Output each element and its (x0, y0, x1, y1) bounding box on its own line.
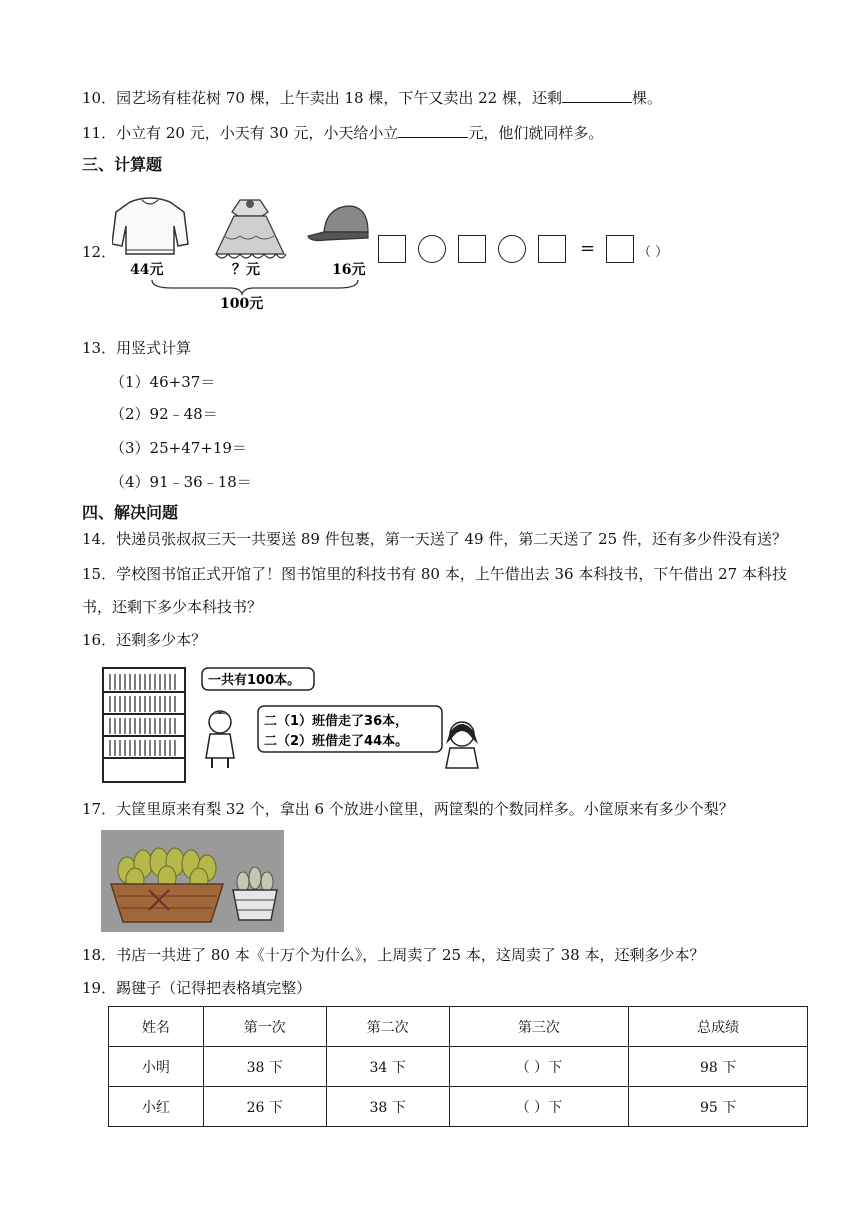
section-heading-calculation: 三、计算题 (82, 155, 163, 174)
question-17: 17．大筐里原来有梨 32 个，拿出 6 个放进小筐里，两筐梨的个数同样多。小筐原来有多少个梨？ (82, 800, 734, 818)
total-brace (152, 280, 358, 294)
question-18: 18．书店一共进了 80 本《十万个为什么》，上周卖了 25 本，这周卖了 38 本，还剩多少本？ (82, 946, 705, 964)
shuttlecock-score-table (108, 1006, 808, 1127)
price-skirt: ？元 (232, 262, 260, 278)
cell-second: 38 下 (326, 1087, 449, 1127)
price-total: 100元 (220, 296, 264, 312)
speech-bubble-borrowed (258, 706, 442, 752)
header-second: 第二次 (326, 1007, 449, 1047)
girl-figure-icon (446, 722, 478, 768)
answer-box[interactable] (606, 235, 634, 263)
cell-third-blank[interactable]: （ ）下 (449, 1087, 629, 1127)
bookshelf-icon (103, 668, 185, 782)
question-10 (82, 88, 662, 108)
cell-name: 小红 (109, 1087, 204, 1127)
girl-figure-icon (206, 711, 234, 768)
bookshelf-illustration (100, 662, 485, 786)
cell-first: 38 下 (203, 1047, 326, 1087)
table-row (109, 1087, 808, 1127)
speech-bubble-total (202, 668, 314, 690)
skirt-icon (216, 200, 286, 258)
question-14: 14．快递员张叔叔三天一共要送 89 件包裹，第一天送了 49 件，第二天送了 25 件，还有多少件没有送？ (82, 530, 787, 548)
section-heading-problems: 四、解决问题 (82, 503, 179, 522)
cell-first: 26 下 (203, 1087, 326, 1127)
question-text: 小立有 20 元，小天有 30 元，小天给小立 (116, 124, 399, 142)
cap-icon (308, 206, 368, 241)
header-first: 第一次 (203, 1007, 326, 1047)
question-13-title: 13．用竖式计算 (82, 339, 192, 357)
answer-box[interactable] (538, 235, 566, 263)
cell-third-blank[interactable]: （ ）下 (449, 1047, 629, 1087)
answer-box[interactable] (458, 235, 486, 263)
question-text-end: 元，他们就同样多。 (468, 124, 604, 142)
answer-box[interactable] (378, 235, 406, 263)
sweater-icon (112, 198, 188, 254)
question-text-end: 棵。 (631, 89, 662, 107)
pear-baskets-image (101, 830, 284, 932)
table-header-row (109, 1007, 808, 1047)
small-basket-icon (233, 867, 277, 920)
question-15-line2: 书，还剩下多少本科技书？ (82, 598, 263, 616)
unit-paren[interactable]: （ ） (638, 245, 669, 260)
answer-blank[interactable] (562, 88, 632, 103)
header-third: 第三次 (449, 1007, 629, 1047)
calc-item-3: （3）25+47+19＝ (110, 439, 247, 457)
operator-circle[interactable] (498, 235, 526, 263)
calc-item-4: （4）91﹣36﹣18＝ (110, 473, 252, 491)
clothing-prices-illustration (112, 192, 374, 312)
cell-second: 34 下 (326, 1047, 449, 1087)
operator-circle[interactable] (418, 235, 446, 263)
bubble-line-1: 二（1）班借走了36本， (264, 714, 409, 729)
question-16-title: 16．还剩多少本？ (82, 631, 207, 649)
large-basket-icon (111, 848, 223, 922)
cell-total: 98 下 (629, 1047, 808, 1087)
cell-total: 95 下 (629, 1087, 808, 1127)
question-number: 10． (82, 89, 117, 107)
price-cap: 16元 (332, 262, 366, 278)
question-number: 11． (82, 124, 117, 142)
calc-item-2: （2）92﹣48＝ (110, 405, 218, 423)
question-text: 园艺场有桂花树 70 棵，上午卖出 18 棵，下午又卖出 22 棵，还剩 (116, 89, 562, 107)
question-15-line1: 15．学校图书馆正式开馆了！图书馆里的科技书有 80 本，上午借出去 36 本科技书，下午借出 27 本科技 (82, 565, 787, 583)
answer-blank[interactable] (398, 123, 468, 138)
header-name: 姓名 (109, 1007, 204, 1047)
equals-sign: = (580, 238, 596, 259)
bubble-line-2: 二（2）班借走了44本。 (264, 734, 409, 749)
calc-item-1: （1）46+37＝ (110, 373, 216, 391)
question-11 (82, 123, 603, 143)
table-row (109, 1047, 808, 1087)
cell-name: 小明 (109, 1047, 204, 1087)
bubble-total-text: 一共有100本。 (208, 673, 301, 688)
question-number: 12． (82, 243, 117, 261)
price-sweater: 44元 (130, 262, 164, 278)
question-19-title: 19．踢毽子（记得把表格填完整） (82, 979, 312, 997)
header-total: 总成绩 (629, 1007, 808, 1047)
